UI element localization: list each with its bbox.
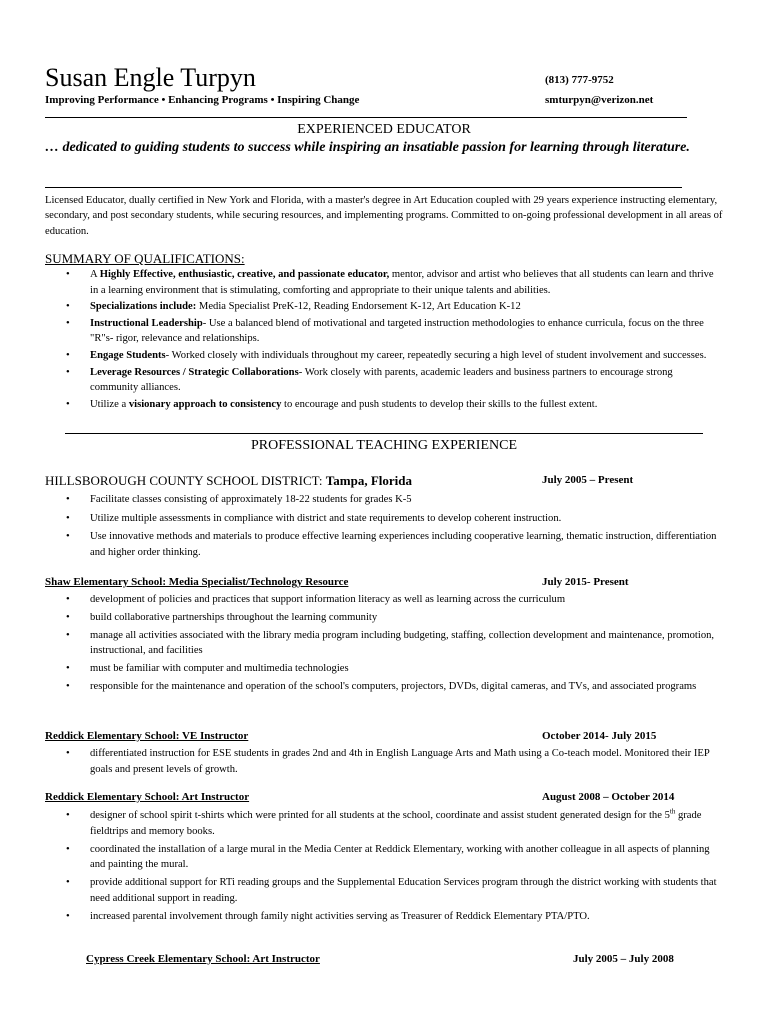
list-item: • must be familiar with computer and multimedia technologies: [62, 661, 722, 677]
intro-paragraph: Licensed Educator, dually certified in New York and Florida, with a master's degree in Art Education coupled with 29 years experience instructing elementary, secondary, and post secondary students, while securing resources, and implementing programs. Committed to on-going professional development in all areas of education.: [45, 195, 723, 237]
list-item: • designer of school spirit t-shirts which were printed for all students at the school, coordinate and assist student generated design for the 5th grade fieldtrips and memory books.: [66, 807, 702, 837]
employer-heading: HILLSBOROUGH COUNTY SCHOOL DISTRICT: Tampa, Florida: [45, 473, 412, 488]
section-heading-teaching-experience: PROFESSIONAL TEACHING EXPERIENCE: [250, 438, 517, 453]
list-item: • build collaborative partnerships throughout the learning community: [62, 610, 722, 626]
list-item: • responsible for the maintenance and operation of the school's computers, projectors, DVDs, digital cameras, and TVs, and associated programs: [62, 679, 722, 695]
list-item: • Specializations include: Media Specialist PreK-12, Reading Endorsement K-12, Art Education K-12: [62, 299, 722, 315]
list-item: • increased parental involvement through family night activities serving as Treasurer of Reddick Elementary PTA/PTO.: [62, 909, 722, 925]
job-duties-reddick-art: [62, 808, 722, 927]
job-title-shaw: Shaw Elementary School: Media Specialist/Technology Resource: [45, 576, 349, 588]
job-dates-reddick-ve: October 2014- July 2015: [542, 730, 657, 742]
bullet-icon: •: [66, 366, 70, 378]
section-heading-experienced-educator: EXPERIENCED EDUCATOR: [297, 122, 471, 137]
bullet-icon: •: [66, 629, 70, 641]
district-duties-list: [62, 492, 722, 563]
job-title-cypress-creek: Cypress Creek Elementary School: Art Instructor: [86, 953, 320, 965]
bullet-icon: •: [66, 877, 70, 889]
list-item: • manage all activities associated with the library media program including budgeting, staffing, collection development and maintenance, promotion, instructional, and facilities: [66, 629, 715, 657]
list-item: • A Highly Effective, enthusiastic, creative, and passionate educator, mentor, advisor and artist who believes that all students can learn and thrive in a learning environment that is stimulating, comforting and appropriate to their unique talents and abilities.: [66, 269, 714, 296]
list-item: • Utilize a visionary approach to consistency to encourage and push students to develop their skills to the fullest extent.: [62, 397, 722, 413]
bullet-icon: •: [66, 512, 70, 524]
summary-list: [62, 267, 722, 413]
bullet-icon: •: [66, 680, 70, 692]
list-item: • coordinated the installation of a large mural in the Media Center at Reddick Elementary, working with another colleague in all aspects of planning and painting the mural.: [66, 843, 710, 871]
bullet-icon: •: [66, 663, 70, 675]
list-item: • development of policies and practices that support information literacy as well as learning across the curriculum: [62, 592, 722, 608]
list-item: • Utilize multiple assessments in compliance with district and state requirements to develop coherent instruction.: [62, 511, 722, 527]
list-item: • Facilitate classes consisting of approximately 18-22 students for grades K-5: [62, 492, 722, 508]
bullet-icon: •: [66, 317, 70, 329]
tagline: Improving Performance • Enhancing Programs • Inspiring Change: [45, 94, 360, 106]
bullet-icon: •: [66, 611, 70, 623]
job-dates-shaw: July 2015- Present: [542, 576, 629, 588]
bullet-icon: •: [66, 748, 70, 759]
candidate-name: Susan Engle Turpyn: [45, 63, 256, 92]
job-title-reddick-ve: Reddick Elementary School: VE Instructor: [45, 730, 249, 742]
email-address: smturpyn@verizon.net: [545, 94, 654, 106]
list-item: • Instructional Leadership- Use a balanced blend of motivational and targeted instruction methodologies to enhance curricula, focus on the three "R"s- rigor, relevance and relationships.: [66, 317, 704, 345]
bullet-icon: •: [66, 269, 70, 280]
summary-title: SUMMARY OF QUALIFICATIONS:: [45, 251, 245, 266]
employer-dates: July 2005 – Present: [542, 474, 634, 486]
list-item: • provide additional support for RTi reading groups and the Supplemental Education Services program through the district working with students that need additional support in reading.: [66, 877, 717, 904]
bullet-icon: •: [66, 843, 70, 855]
bullet-icon: •: [66, 810, 70, 821]
job-title-reddick-art: Reddick Elementary School: Art Instructor: [45, 791, 250, 803]
job-duties-shaw: [62, 592, 722, 697]
list-item: • Use innovative methods and materials to produce effective learning experiences including cooperative learning, thematic instruction, differentiation and higher order thinking.: [66, 531, 717, 558]
job-duties-reddick-ve: [62, 746, 722, 780]
job-dates-cypress-creek: July 2005 – July 2008: [573, 953, 674, 965]
phone-number: (813) 777-9752: [545, 74, 614, 86]
bullet-icon: •: [66, 910, 70, 922]
header-divider: [45, 117, 687, 118]
bullet-icon: •: [66, 494, 70, 505]
summary-divider: [65, 433, 703, 434]
list-item: • Leverage Resources / Strategic Collaborations- Work closely with parents, academic leaders and business partners to encourage strong community alliances.: [66, 366, 673, 394]
list-item: • Engage Students- Worked closely with individuals throughout my career, repeatedly securing a high level of student involvement and successes.: [62, 348, 722, 364]
profile-divider: [45, 187, 682, 188]
bullet-icon: •: [66, 301, 70, 313]
mission-statement: … dedicated to guiding students to success while inspiring an insatiable passion for learning through literature.: [45, 140, 690, 155]
bullet-icon: •: [66, 349, 70, 361]
list-item: • differentiated instruction for ESE students in grades 2nd and 4th in English Language Arts and Math using a Co-teach model. Monitored their IEP goals and present levels of growth.: [66, 748, 710, 775]
job-dates-reddick-art: August 2008 – October 2014: [542, 791, 675, 803]
bullet-icon: •: [66, 398, 70, 410]
bullet-icon: •: [66, 594, 70, 605]
bullet-icon: •: [66, 531, 70, 542]
